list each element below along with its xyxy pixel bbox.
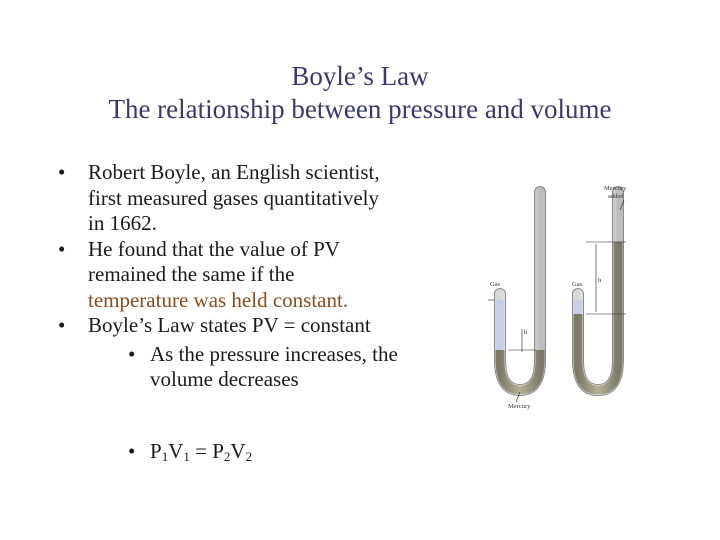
formula-p1: P xyxy=(150,438,162,463)
u-tube-diagram xyxy=(486,182,636,417)
sub-bullet-line: volume decreases xyxy=(150,367,299,391)
bullet-line: He found that the value of PV xyxy=(88,236,340,261)
bullet-item xyxy=(58,313,458,339)
bullet-item xyxy=(58,160,458,237)
bullet-line: Robert Boyle, an English scientist, xyxy=(88,160,380,184)
spacer xyxy=(58,393,458,439)
left-u-tube xyxy=(488,192,540,390)
bullet-dot-icon: • xyxy=(128,341,136,366)
gas-column xyxy=(496,300,504,350)
formula-equals: = xyxy=(189,438,213,463)
formula-bullet xyxy=(128,439,458,470)
formula-v1: V xyxy=(168,438,184,463)
bullet-line-highlight: temperature was held constant. xyxy=(88,287,349,312)
boyle-apparatus-figure xyxy=(486,182,636,417)
label-mercury-added-1: Mercury xyxy=(604,185,627,192)
formula-p2: P xyxy=(212,438,224,463)
bullet-list xyxy=(58,160,458,469)
bullet-line: Boyle’s Law states PV = constant xyxy=(88,313,371,337)
formula-sub: 2 xyxy=(245,448,253,464)
bullet-dot-icon: • xyxy=(128,438,136,463)
bullet-dot-icon: • xyxy=(58,236,66,261)
formula-sub: 1 xyxy=(183,448,190,464)
title-line-1: Boyle’s Law xyxy=(291,61,429,91)
sub-bullet-line: As the pressure increases, the xyxy=(150,341,398,366)
label-gas-right: Gas xyxy=(572,281,583,288)
right-u-tube xyxy=(572,185,627,390)
bullet-line: in 1662. xyxy=(88,211,157,235)
bullet-line: first measured gases quantitatively xyxy=(88,185,379,210)
label-h-left: h xyxy=(524,329,528,336)
formula-sub: 2 xyxy=(223,448,231,464)
label-mercury: Mercury xyxy=(508,403,531,410)
bullet-line: remained the same if the xyxy=(88,262,295,286)
formula-v2: V xyxy=(230,438,246,463)
label-gas-left: Gas xyxy=(490,281,501,288)
slide-title xyxy=(0,60,720,126)
bullet-item xyxy=(58,237,458,314)
bullet-dot-icon: • xyxy=(58,160,66,184)
gas-column xyxy=(574,300,582,314)
sub-bullet-item xyxy=(128,342,458,393)
label-h-right: h xyxy=(598,277,602,284)
formula-sub: 1 xyxy=(161,448,169,464)
bullet-dot-icon: • xyxy=(58,313,66,337)
title-line-2: The relationship between pressure and volume xyxy=(108,94,612,124)
label-mercury-added-2: added xyxy=(608,193,624,200)
